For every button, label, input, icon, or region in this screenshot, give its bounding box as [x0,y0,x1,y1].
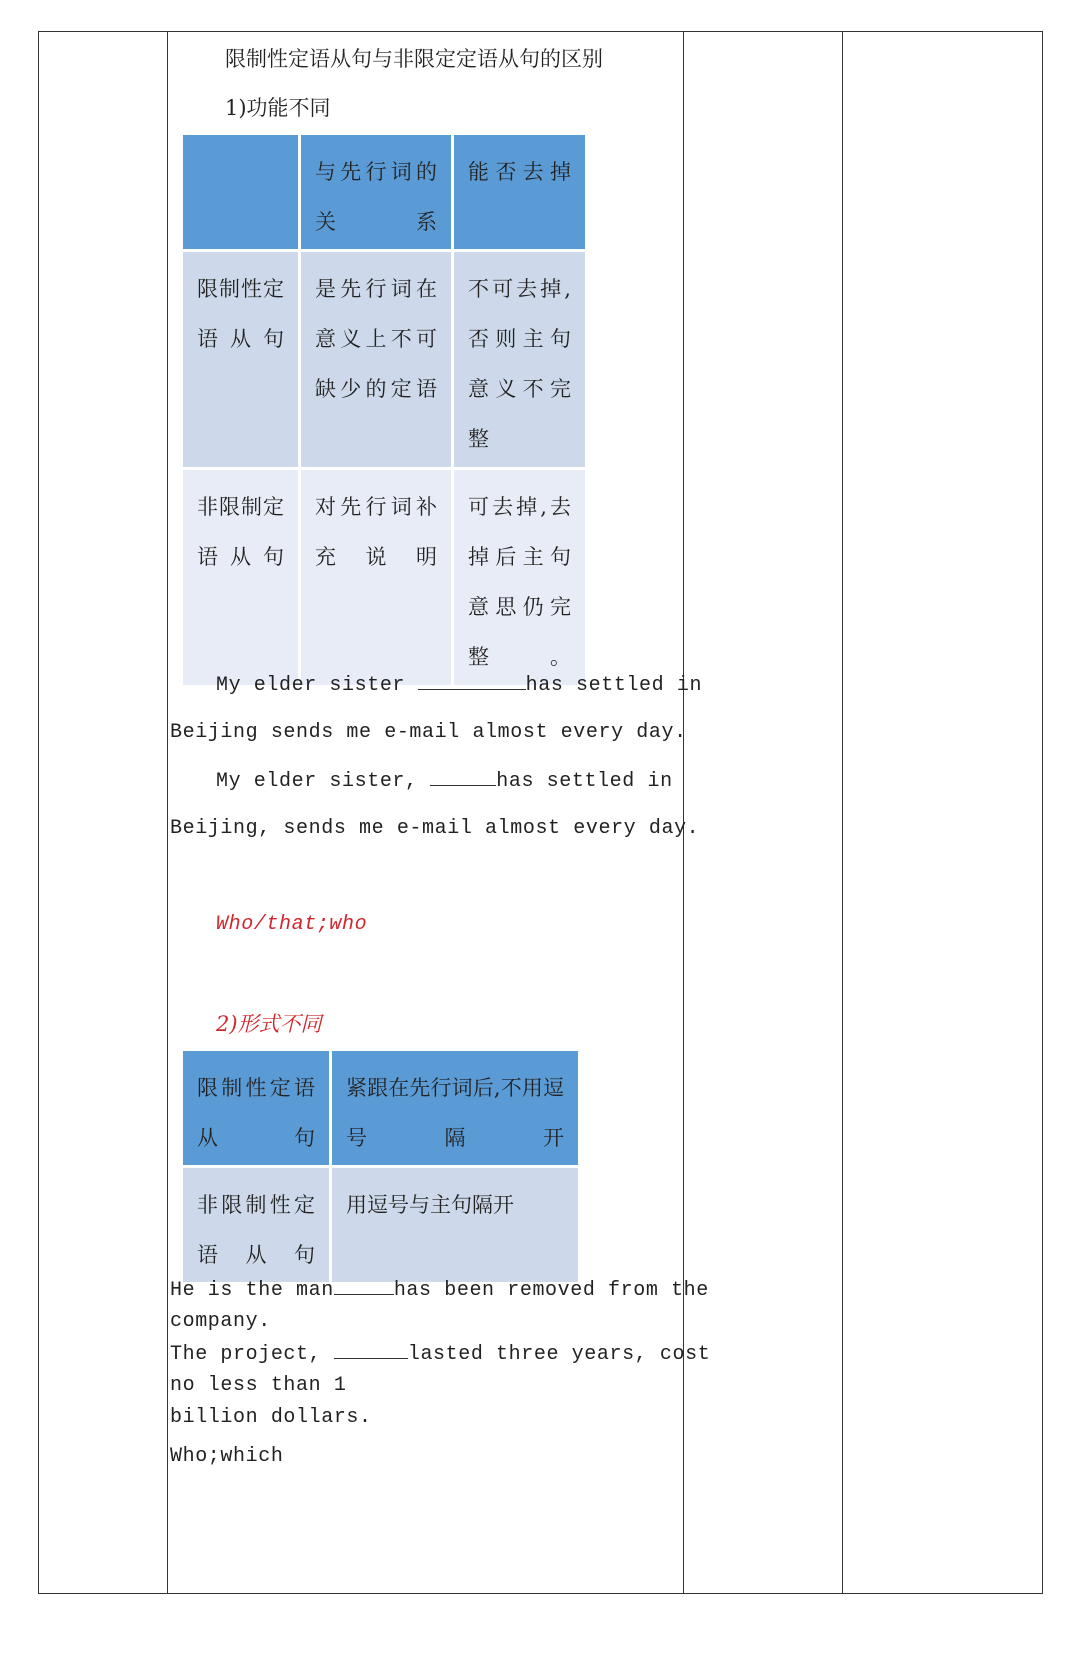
column-divider-3 [842,31,843,1594]
fill-blank [334,1278,394,1295]
example2-sentence-b: The project, lasted three years, cost [170,1343,711,1366]
row-cell: 是先行词在意义上不可缺少的定语 [301,252,451,467]
fill-blank [430,769,496,786]
row-cell: 不可去掉,否则主句意义不完整 [454,252,585,467]
fill-blank [418,673,526,690]
row-cell: 紧跟在先行词后,不用逗号隔开 [332,1051,578,1165]
row-cell: 对先行词补充说明 [301,470,451,685]
form-table-row [183,1051,578,1165]
form-table [180,1048,581,1285]
row-label-cell: 限制性定语从句 [183,252,298,467]
answer1: Who/that;who [216,913,368,936]
function-table-header-row [183,135,585,249]
answer2: Who;which [170,1445,284,1468]
header-cell: 能否去掉 [454,135,585,249]
row-label-cell: 非限制定语从句 [183,470,298,685]
example1-sentence-b: My elder sister, has settled in [216,770,673,793]
example2-sentence-a-cont: company. [170,1310,271,1333]
example1-sentence-a-cont: Beijing sends me e-mail almost every day. [170,721,687,744]
row-cell: 可去掉,去掉后主句意思仍完整。 [454,470,585,685]
function-table [180,132,588,688]
function-table-row [183,470,585,685]
example1-sentence-a: My elder sister has settled in [216,674,703,697]
row-cell: 用逗号与主句隔开 [332,1168,578,1282]
fill-blank [334,1342,408,1359]
part2-heading: 2)形式不同 [216,1012,322,1036]
section-title: 限制性定语从句与非限定定语从句的区别 [225,47,603,71]
example2-sentence-b-cont: no less than 1 [170,1374,347,1397]
example1-sentence-b-cont: Beijing, sends me e-mail almost every day. [170,817,700,840]
part1-heading: 1)功能不同 [225,96,331,120]
header-empty-cell [183,135,298,249]
example2-sentence-b-cont2: billion dollars. [170,1406,372,1429]
column-divider-1 [167,31,168,1594]
row-label-cell: 限制性定语从句 [183,1051,329,1165]
form-table-row [183,1168,578,1282]
example2-sentence-a: He is the man has been removed from the [170,1279,709,1302]
header-cell: 与先行词的关系 [301,135,451,249]
function-table-row [183,252,585,467]
row-label-cell: 非限制性定语从句 [183,1168,329,1282]
